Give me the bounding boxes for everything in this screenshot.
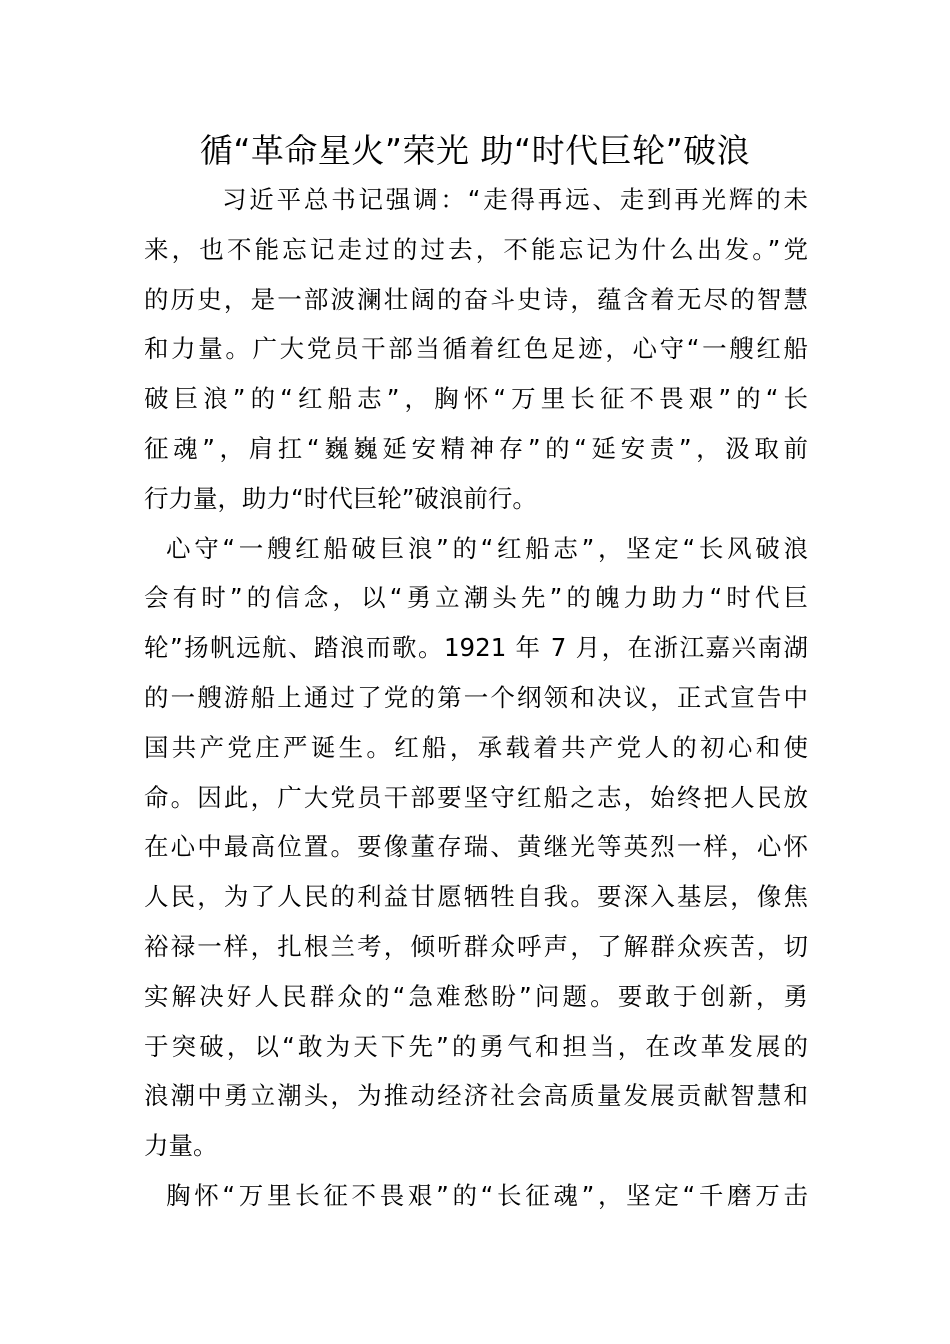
paragraph-3 xyxy=(144,1171,808,1221)
paragraph-line: 轮”扬帆远航、踏浪而歌。1921 年 7 月，在浙江嘉兴南湖 xyxy=(144,633,808,663)
paragraph-line: 实解决好人民群众的“急难愁盼”问题。要敢于创新，勇 xyxy=(144,981,808,1011)
paragraph-line: 破巨浪”的“红船志”，胸怀“万里长征不畏艰”的“长 xyxy=(144,384,808,414)
paragraph-line: 浪潮中勇立潮头，为推动经济社会高质量发展贡献智慧和 xyxy=(144,1081,808,1111)
paragraph-line: 于突破，以“敢为天下先”的勇气和担当，在改革发展的 xyxy=(144,1031,808,1061)
paragraph-line: 在心中最高位置。要像董存瑞、黄继光等英烈一样，心怀 xyxy=(144,832,808,862)
paragraph-1 xyxy=(144,175,808,524)
document-title: 循“革命星火”荣光 助“时代巨轮”破浪 xyxy=(199,131,751,170)
paragraph-line: 征魂”，肩扛“巍巍延安精神存”的“延安责”，汲取前 xyxy=(144,433,808,463)
paragraph-line: 会有时”的信念，以“勇立潮头先”的魄力助力“时代巨 xyxy=(144,583,808,613)
paragraph-line: 胸怀“万里长征不畏艰”的“长征魂”，坚定“千磨万击 xyxy=(166,1180,808,1210)
paragraph-line: 习近平总书记强调：“走得再远、走到再光辉的未 xyxy=(222,185,808,214)
paragraph-line: 人民，为了人民的利益甘愿牺牲自我。要深入基层，像焦 xyxy=(144,882,808,912)
document-body xyxy=(144,175,808,1221)
paragraph-line: 和力量。广大党员干部当循着红色足迹，心守“一艘红船 xyxy=(144,334,808,364)
paragraph-line: 行力量，助力“时代巨轮”破浪前行。 xyxy=(144,483,537,513)
paragraph-line: 国共产党庄严诞生。红船，承载着共产党人的初心和使 xyxy=(144,732,808,762)
paragraph-line: 力量。 xyxy=(144,1131,218,1161)
paragraph-line: 来，也不能忘记走过的过去，不能忘记为什么出发。”党 xyxy=(144,234,808,264)
paragraph-line: 的一艘游船上通过了党的第一个纲领和决议，正式宣告中 xyxy=(144,682,808,712)
paragraph-2 xyxy=(144,524,808,1171)
paragraph-line: 的历史，是一部波澜壮阔的奋斗史诗，蕴含着无尽的智慧 xyxy=(144,284,808,314)
paragraph-line: 心守“一艘红船破巨浪”的“红船志”，坚定“长风破浪 xyxy=(166,533,808,563)
paragraph-line: 命。因此，广大党员干部要坚守红船之志，始终把人民放 xyxy=(144,782,808,812)
paragraph-line: 裕禄一样，扎根兰考，倾听群众呼声，了解群众疾苦，切 xyxy=(144,931,808,961)
